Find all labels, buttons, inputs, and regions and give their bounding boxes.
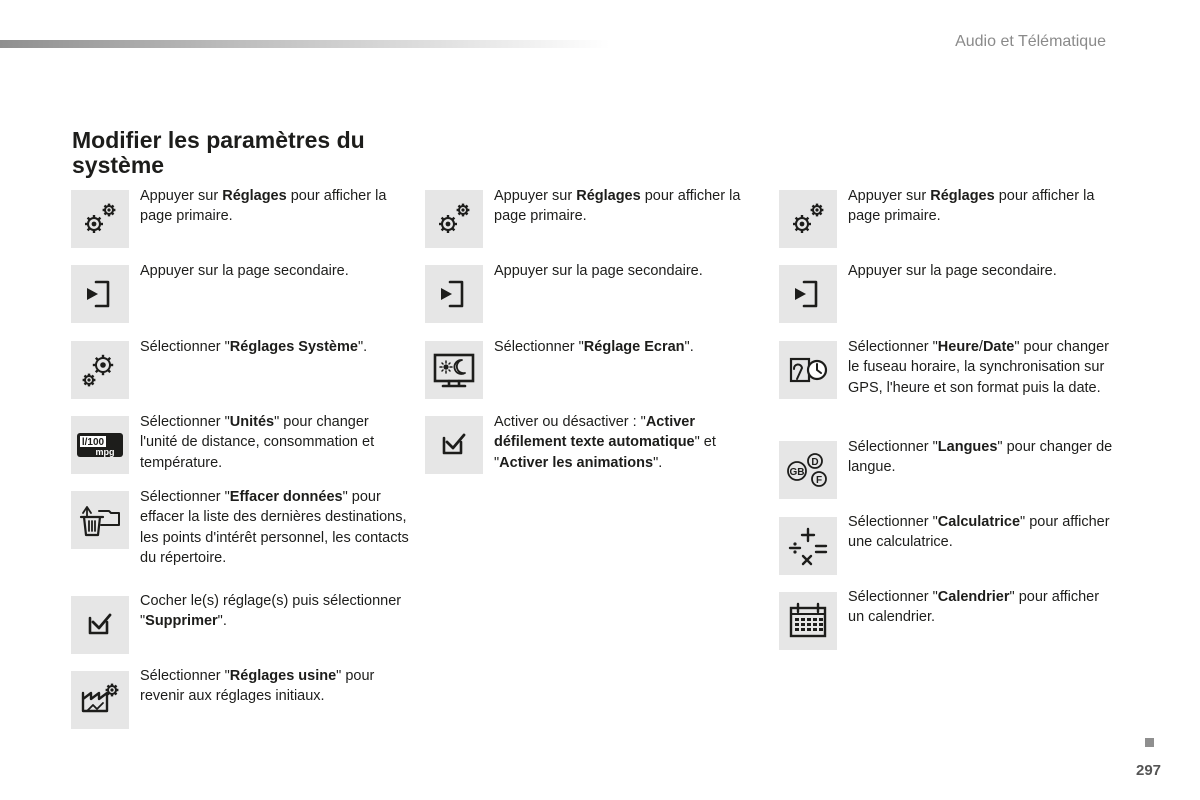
checkbox-icon xyxy=(425,416,483,474)
languages-icon xyxy=(779,441,837,499)
calculator-icon xyxy=(779,517,837,575)
instruction-item xyxy=(425,261,765,331)
instruction-item xyxy=(779,512,1119,582)
page-corner-mark xyxy=(1145,738,1154,747)
emphasis-label: Activer défilement texte automatique xyxy=(494,414,695,451)
emphasis-label: Réglages xyxy=(576,188,641,204)
instruction-text: Appuyer sur la page secondaire. xyxy=(140,263,349,279)
emphasis-label: Heure xyxy=(937,339,979,355)
instruction-text: Appuyer sur Réglages pour afficher la page primaire. xyxy=(848,188,1095,225)
page-number: 297 xyxy=(1136,762,1162,779)
instruction-item xyxy=(779,337,1119,407)
units-icon-bottom-text: mpg xyxy=(95,447,115,457)
settings-gears-icon xyxy=(425,190,483,248)
instruction-text: Sélectionner "Réglage Ecran". xyxy=(494,339,694,355)
emphasis-label: Calculatrice xyxy=(937,514,1021,530)
emphasis-label: Activer les animations xyxy=(499,454,654,471)
instruction-text: Sélectionner "Heure/Date" pour changer le fuseau horaire, la synchronisation sur GPS, l'heure et son format puis la date. xyxy=(848,339,1110,396)
instruction-text: Appuyer sur la page secondaire. xyxy=(494,263,703,279)
secondary-page-icon xyxy=(71,265,129,323)
emphasis-label: Réglages xyxy=(222,188,287,204)
instruction-item xyxy=(71,487,411,566)
instruction-text: Sélectionner "Réglages usine" pour revenir aux réglages initiaux. xyxy=(140,668,375,705)
emphasis-label: Unités xyxy=(229,414,275,430)
emphasis-label: Supprimer xyxy=(145,613,218,630)
emphasis-label: Réglages usine xyxy=(229,668,337,684)
languages-icon-label-b: GB xyxy=(789,467,805,478)
settings-gears-icon xyxy=(71,190,129,248)
instruction-text: Activer ou désactiver : "Activer défilement texte automatique" et "Activer les animations". xyxy=(494,414,716,471)
units-icon xyxy=(71,416,129,474)
units-icon-top-text: l/100 xyxy=(81,437,105,448)
instruction-item xyxy=(71,261,411,331)
emphasis-label: Calendrier xyxy=(937,589,1010,605)
screen-settings-icon xyxy=(425,341,483,399)
languages-icon-label-a: D xyxy=(811,457,819,468)
instruction-item xyxy=(779,261,1119,331)
checkbox-icon xyxy=(71,596,129,654)
instruction-text: Sélectionner "Calculatrice" pour afficher une calculatrice. xyxy=(848,514,1110,551)
instruction-text: Sélectionner "Calendrier" pour afficher un calendrier. xyxy=(848,589,1100,626)
time-date-icon xyxy=(779,341,837,399)
instruction-item xyxy=(425,186,765,256)
instruction-item xyxy=(779,186,1119,256)
delete-data-icon xyxy=(71,491,129,549)
emphasis-label: Réglages Système xyxy=(229,339,358,355)
instruction-text: Cocher le(s) réglage(s) puis sélectionner "Supprimer". xyxy=(140,593,402,630)
instruction-item xyxy=(425,337,765,407)
instruction-item xyxy=(71,412,411,482)
instruction-item xyxy=(71,186,411,256)
emphasis-label: Langues xyxy=(937,439,998,455)
emphasis-label: Date xyxy=(982,339,1015,355)
instruction-text: Sélectionner "Langues" pour changer de langue. xyxy=(848,439,1113,476)
instruction-item xyxy=(779,437,1119,507)
secondary-page-icon xyxy=(779,265,837,323)
instruction-text: Sélectionner "Réglages Système". xyxy=(140,339,368,355)
section-header: Audio et Télématique xyxy=(955,33,1106,50)
secondary-page-icon xyxy=(425,265,483,323)
instruction-item xyxy=(71,666,411,736)
page-title: Modifier les paramètres du système xyxy=(72,127,365,178)
instruction-item xyxy=(71,337,411,407)
header-gradient-bar xyxy=(0,40,610,48)
instruction-text: Appuyer sur Réglages pour afficher la page primaire. xyxy=(140,188,387,225)
instruction-item xyxy=(779,587,1119,657)
emphasis-label: Effacer données xyxy=(229,489,343,505)
instruction-item xyxy=(425,412,765,482)
system-settings-icon xyxy=(71,341,129,399)
calendar-icon xyxy=(779,592,837,650)
settings-gears-icon xyxy=(779,190,837,248)
emphasis-label: Réglage Ecran xyxy=(583,339,685,355)
instruction-text: Appuyer sur Réglages pour afficher la page primaire. xyxy=(494,188,741,225)
emphasis-label: Réglages xyxy=(930,188,995,204)
instruction-text: Sélectionner "Unités" pour changer l'unité de distance, consommation et température. xyxy=(140,414,375,471)
instruction-text: Appuyer sur la page secondaire. xyxy=(848,263,1057,279)
instruction-item xyxy=(71,591,411,661)
languages-icon-label-c: F xyxy=(815,475,823,486)
factory-settings-icon xyxy=(71,671,129,729)
instruction-text: Sélectionner "Effacer données" pour effacer la liste des dernières destinations, les points d'intérêt personnel, les contacts du répertoire. xyxy=(140,489,409,566)
